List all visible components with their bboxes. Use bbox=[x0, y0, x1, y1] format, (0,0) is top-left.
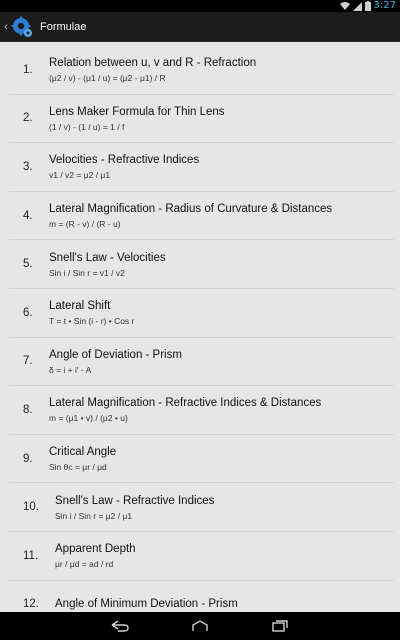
item-formula: Sin θc = μr / μd bbox=[49, 462, 107, 473]
item-number: 7. bbox=[23, 355, 33, 368]
item-formula: Sin i / Sin r = v1 / v2 bbox=[49, 267, 125, 278]
status-bar bbox=[0, 0, 400, 12]
list-item[interactable] bbox=[9, 95, 394, 144]
home-icon bbox=[190, 620, 210, 632]
item-number: 10. bbox=[23, 501, 39, 514]
item-formula: μr / μd = ad / rd bbox=[55, 559, 114, 570]
item-number: 5. bbox=[23, 258, 33, 271]
list-item[interactable] bbox=[9, 483, 394, 532]
item-formula: δ = i + i' - A bbox=[49, 364, 92, 375]
chevron-left-icon[interactable]: ‹ bbox=[4, 20, 8, 33]
home-button[interactable] bbox=[188, 617, 212, 635]
item-number: 1. bbox=[23, 63, 33, 76]
item-title: Lens Maker Formula for Thin Lens bbox=[49, 105, 225, 118]
item-number: 12. bbox=[23, 598, 39, 611]
formula-list-container[interactable] bbox=[0, 42, 400, 612]
list-item[interactable] bbox=[9, 581, 394, 612]
status-icons bbox=[340, 0, 396, 12]
app-title: Formulae bbox=[40, 20, 87, 33]
list-item[interactable] bbox=[9, 532, 394, 581]
recents-icon bbox=[270, 620, 290, 632]
list-item[interactable] bbox=[9, 192, 394, 241]
item-title: Lateral Magnification - Radius of Curvature & Distances bbox=[49, 203, 333, 216]
item-formula: m = (R - v) / (R - u) bbox=[49, 219, 121, 230]
item-number: 9. bbox=[23, 452, 33, 465]
navigation-bar bbox=[0, 612, 400, 640]
gear-app-icon[interactable] bbox=[11, 16, 33, 38]
item-formula: Sin i / Sin r = μ2 / μ1 bbox=[55, 510, 133, 521]
item-formula: T = t • Sin (i - r) • Cos r bbox=[49, 316, 135, 327]
item-number: 4. bbox=[23, 209, 33, 222]
item-title: Relation between u, v and R - Refraction bbox=[49, 57, 257, 70]
list-item[interactable] bbox=[9, 338, 394, 387]
list-item[interactable] bbox=[9, 240, 394, 289]
status-time: 3:27 bbox=[373, 0, 396, 11]
item-number: 11. bbox=[23, 549, 39, 562]
formula-list bbox=[9, 46, 394, 612]
item-formula: m = (μ1 • v) / (μ2 • u) bbox=[49, 413, 128, 424]
item-title: Angle of Deviation - Prism bbox=[49, 348, 182, 361]
item-title: Snell's Law - Refractive Indices bbox=[55, 494, 215, 507]
item-title: Lateral Shift bbox=[49, 300, 111, 313]
list-item[interactable] bbox=[9, 289, 394, 338]
list-item[interactable] bbox=[9, 46, 394, 95]
back-button[interactable] bbox=[108, 617, 132, 635]
item-formula: (1 / v) - (1 / u) = 1 / f bbox=[49, 121, 125, 132]
item-number: 3. bbox=[23, 160, 33, 173]
item-title: Angle of Minimum Deviation - Prism bbox=[55, 597, 238, 610]
item-number: 2. bbox=[23, 112, 33, 125]
item-number: 6. bbox=[23, 306, 33, 319]
recents-button[interactable] bbox=[268, 617, 292, 635]
battery-icon bbox=[365, 1, 371, 11]
item-title: Critical Angle bbox=[49, 446, 117, 459]
list-item[interactable] bbox=[9, 143, 394, 192]
wifi-icon bbox=[340, 2, 350, 11]
item-number: 8. bbox=[23, 403, 33, 416]
list-item[interactable] bbox=[9, 435, 394, 484]
signal-icon bbox=[353, 2, 362, 11]
list-item[interactable] bbox=[9, 386, 394, 435]
item-title: Velocities - Refractive Indices bbox=[49, 154, 200, 167]
item-formula: (μ2 / v) - (μ1 / u) = (μ2 - μ1) / R bbox=[49, 73, 166, 84]
back-icon bbox=[110, 620, 130, 632]
item-title: Apparent Depth bbox=[55, 543, 136, 556]
item-formula: v1 / v2 = μ2 / μ1 bbox=[49, 170, 111, 181]
item-title: Snell's Law - Velocities bbox=[49, 251, 166, 264]
action-bar bbox=[0, 12, 400, 42]
item-title: Lateral Magnification - Refractive Indices & Distances bbox=[49, 397, 322, 410]
